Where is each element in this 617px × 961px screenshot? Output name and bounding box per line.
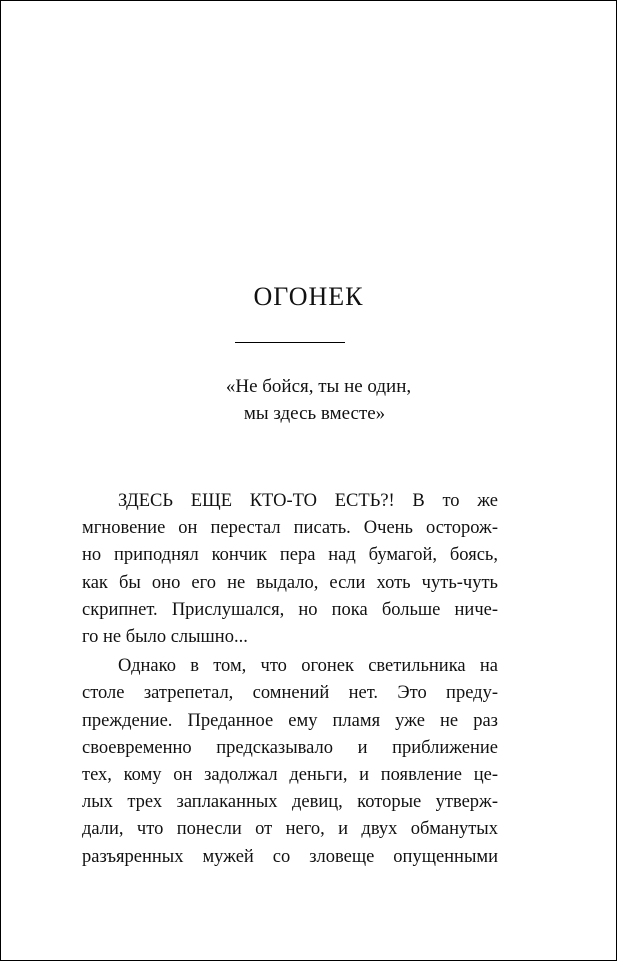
chapter-title: ОГОНЕК	[253, 282, 364, 311]
text-line: преждение. Преданное ему пламя уже не раз	[82, 710, 498, 731]
text-line: дали, что понесли от него, и двух обманутых	[82, 819, 498, 840]
epigraph-line-2: мы здесь вместе»	[243, 403, 386, 424]
text-line: но приподнял кончик пера над бумагой, боясь,	[82, 545, 498, 566]
title-divider	[235, 342, 345, 343]
epigraph	[1, 373, 616, 427]
text-line: Однако в том, что огонек светильника на	[118, 656, 498, 677]
text-line: скрипнет. Прислушался, но пока больше ниче-	[82, 599, 498, 620]
text-line: мгновение он перестал писать. Очень осторож-	[82, 518, 498, 539]
paragraph-1	[82, 488, 498, 651]
text-line: как бы оно его не выдало, если хоть чуть-чуть	[82, 572, 498, 593]
text-line: ЗДЕСЬ ЕЩЕ КТО-ТО ЕСТЬ?! В то же	[118, 491, 498, 511]
text-line: тех, кому он задолжал деньги, и появление це-	[82, 765, 498, 786]
text-line: го не было слышно...	[82, 627, 248, 648]
body-text	[82, 488, 498, 871]
text-line: столе затрепетал, сомнений нет. Это преду-	[82, 683, 498, 704]
text-line: своевременно предсказывало и приближение	[82, 737, 498, 758]
text-line: разъяренных мужей со зловеще опущенными	[82, 846, 498, 867]
paragraph-2	[82, 653, 498, 871]
text-line: лых трех заплаканных девиц, которые утверж-	[82, 792, 498, 813]
epigraph-line-1: «Не бойся, ты не один,	[225, 376, 412, 397]
